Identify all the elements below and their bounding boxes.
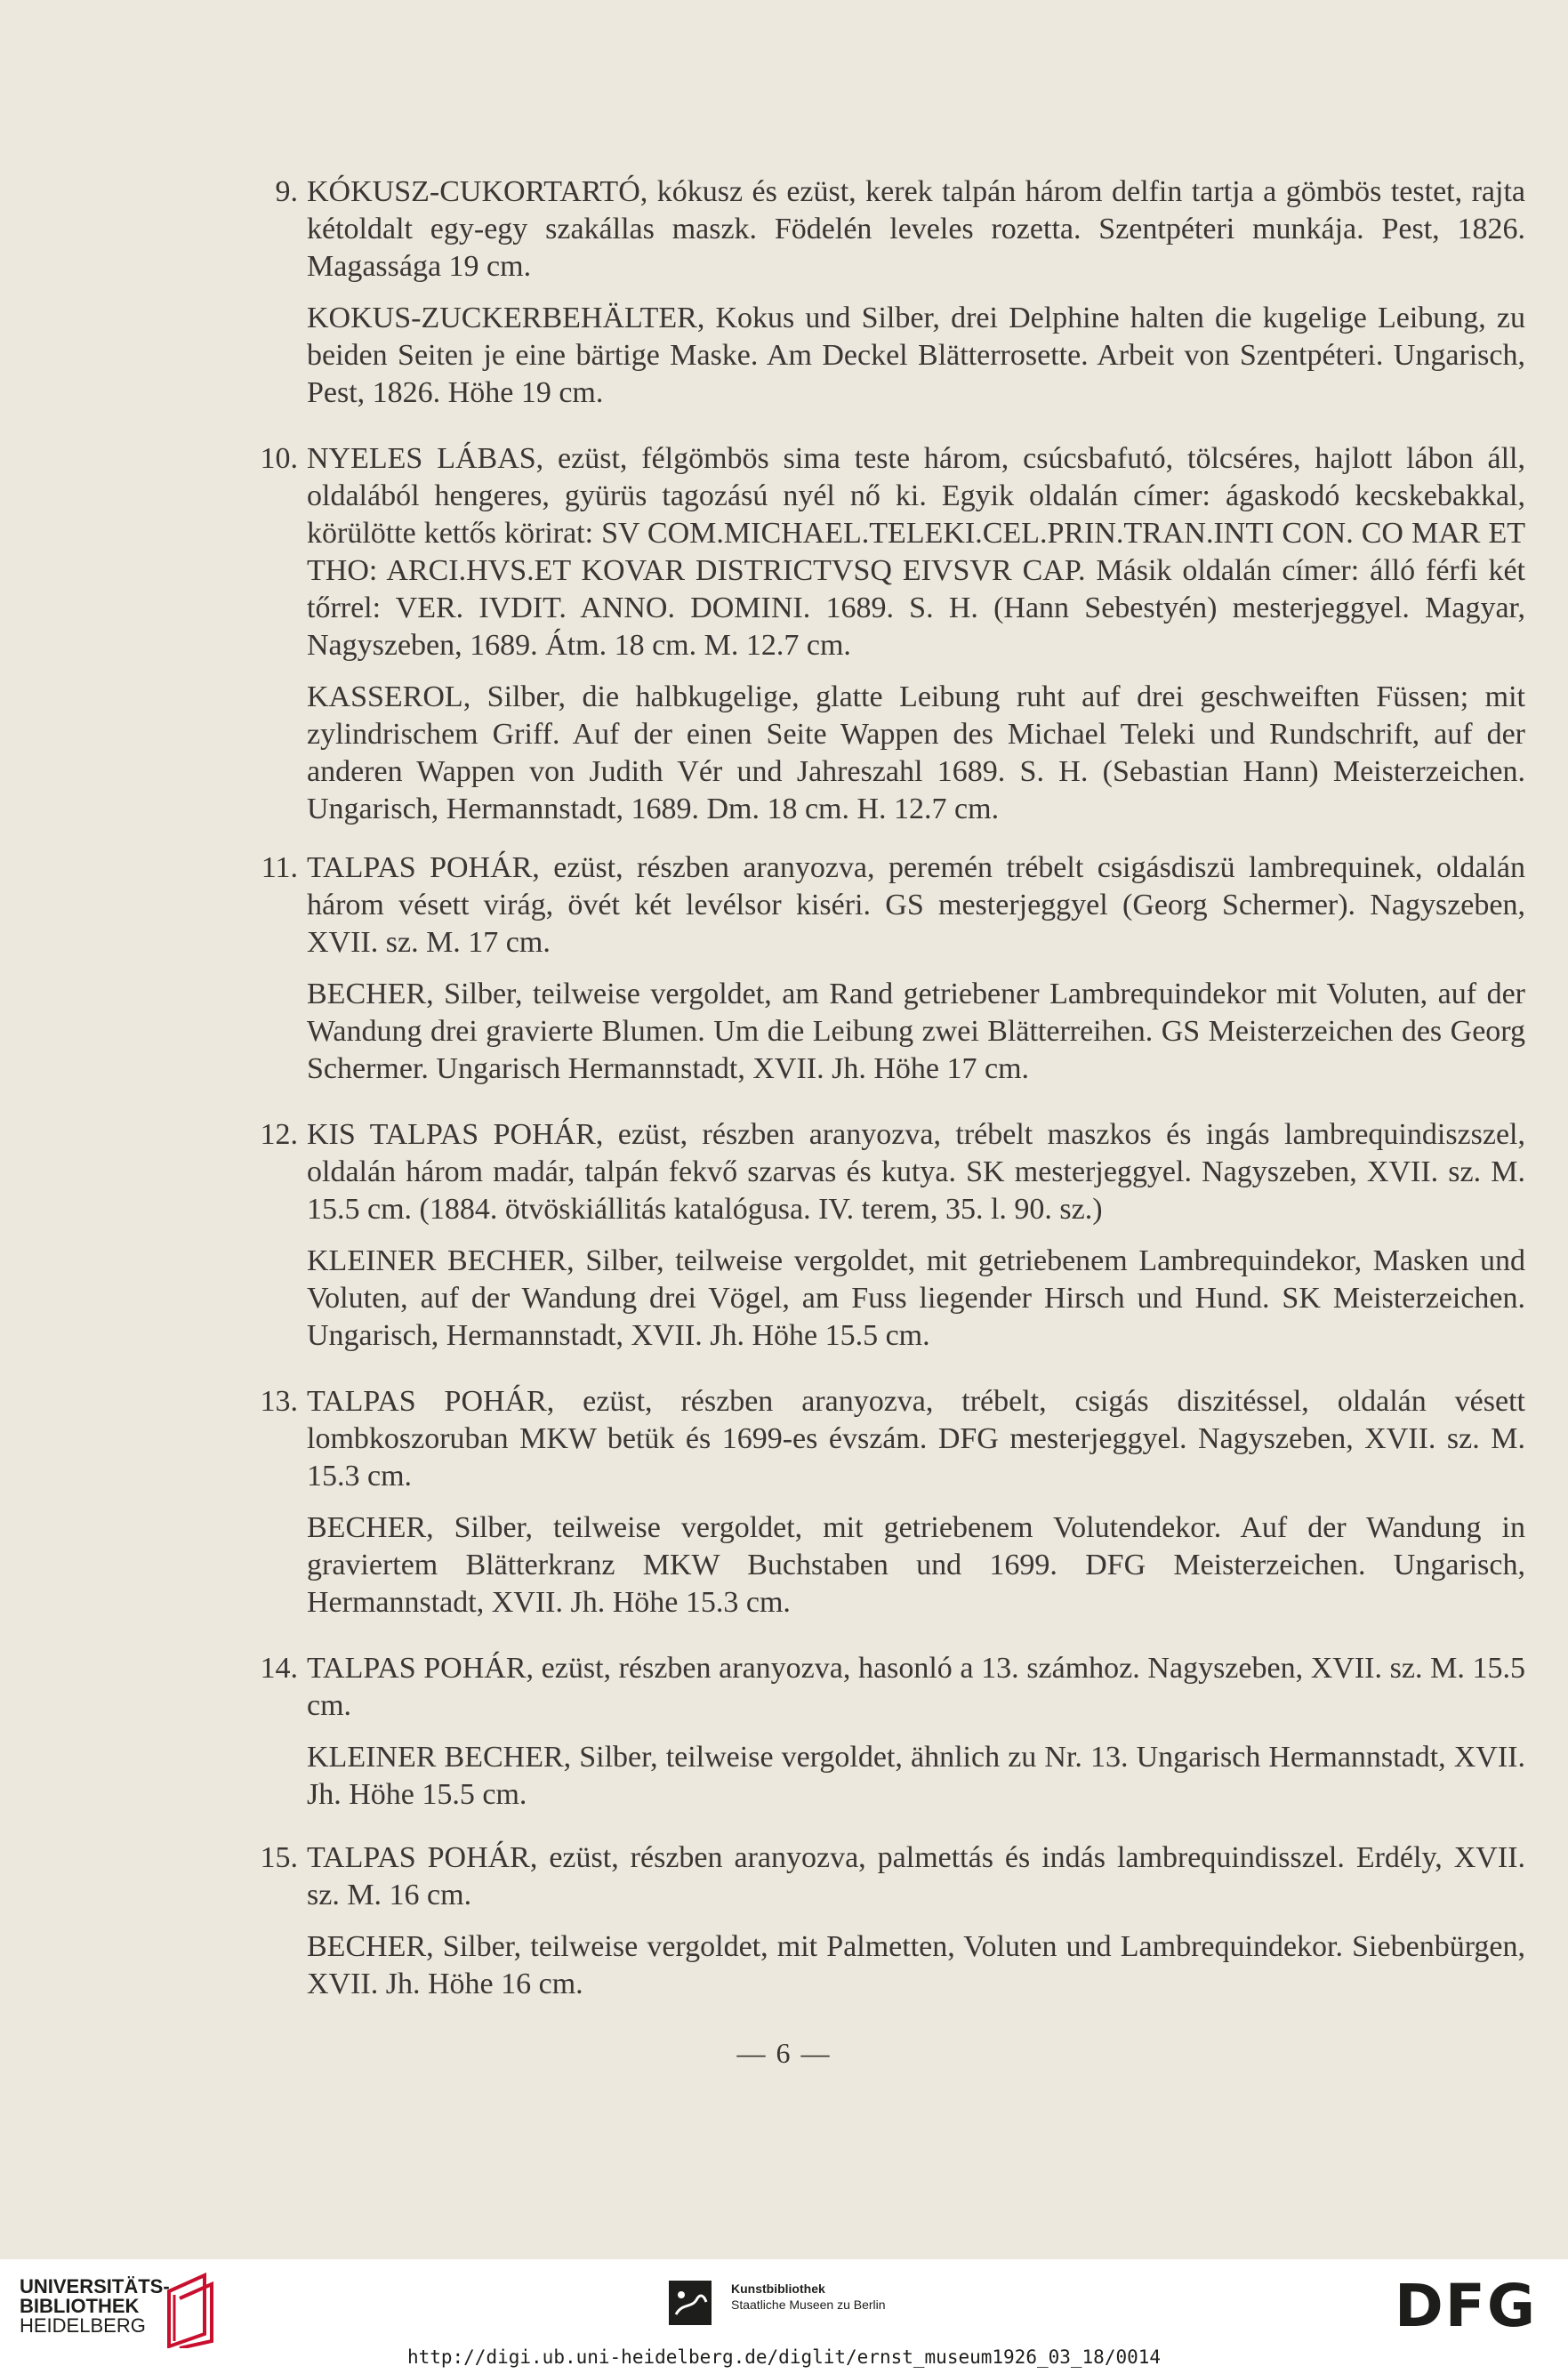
catalog-entry-9 bbox=[275, 173, 1525, 426]
university-library-logo-text: UNIVERSITÄTS- BIBLIOTHEK HEIDELBERG bbox=[20, 2275, 170, 2337]
entry-text-german: KLEINER BECHER, Silber, teilweise vergoldet, ähnlich zu Nr. 13. Ungarisch Hermannstadt, XVII. Jh. Höhe 15.5 cm. bbox=[307, 1741, 1525, 1811]
entry-text-hungarian: TALPAS POHÁR, ezüst, részben aranyozva, peremén trébelt csigásdiszü lambrequinek, oldalán három vésett virág, övét két levélsor kiséri. GS mesterjeggyel (Georg Schermer). Nagyszeben, XVII. sz. M. 17 cm. bbox=[307, 851, 1525, 959]
entry-text-hungarian: NYELES LÁBAS, ezüst, félgömbös sima teste három, csúcsbafutó, tölcséres, hajlott lábon áll, oldalából hengeres, gyürüs tagozású nyél nő ki. Egyik oldalán címer: ágaskodó kecskebakkal, körülötte kettős körirat: SV COM.MICHAEL.TELEKI.CEL.PRIN.TRAN.INTI CON. CO MAR ET THO: ARCI.HVS.ET KOVAR DISTRICTVSQ EIVSVR CAP. Másik oldalán címer: álló férfi két tőrrel: VER. IVDIT. ANNO. DOMINI. 1689. S. H. (Hann Sebestyén) mesterjeggyel. Magyar, Nagyszeben, 1689. Átm. 18 cm. M. 12.7 cm. bbox=[307, 442, 1525, 662]
catalog-entry-12 bbox=[260, 1116, 1525, 1369]
entry-number: 9. bbox=[275, 175, 298, 208]
entry-text-hungarian: KIS TALPAS POHÁR, ezüst, részben aranyozva, trébelt maszkos és ingás lambrequindiszszel, oldalán három madár, talpán fekvő szarvas és kutya. SK mesterjeggyel. Nagyszeben, XVII. sz. M. 15.5 cm. (1884. ötvöskiállitás katalógusa. IV. terem, 35. l. 90. sz.) bbox=[307, 1118, 1525, 1226]
kunstbibliothek-logo[interactable] bbox=[669, 2277, 953, 2330]
entry-number: 12. bbox=[260, 1118, 298, 1151]
catalog-entry-13 bbox=[260, 1383, 1525, 1636]
entry-text-german: KASSEROL, Silber, die halbkugelige, glatte Leibung ruht auf drei geschweiften Füssen; mit zylindrischem Griff. Auf der einen Seite Wappen des Michael Teleki und Rundschrift, auf der anderen Wappen von Judith Vér und Jahreszahl 1689. S. H. (Sebastian Hann) Meisterzeichen. Ungarisch, Hermannstadt, 1689. Dm. 18 cm. H. 12.7 cm. bbox=[307, 680, 1525, 825]
entry-text-hungarian: KÓKUSZ-CUKORTARTÓ, kókusz és ezüst, kerek talpán három delfin tartja a gömbös testet, rajta kétoldalt egy-egy szakállas maszk. Födelén leveles rozetta. Szentpéteri munkája. Pest, 1826. Magassága 19 cm. bbox=[307, 175, 1525, 283]
catalog-entry-14 bbox=[260, 1650, 1525, 1828]
entry-number: 13. bbox=[260, 1385, 298, 1418]
library-book-icon bbox=[162, 2272, 217, 2348]
kunstbibliothek-logo-text: Kunstbibliothek Staatliche Museen zu Berlin bbox=[731, 2281, 886, 2312]
entry-text-german: BECHER, Silber, teilweise vergoldet, am Rand getriebener Lambrequindekor mit Voluten, auf der Wandung drei gravierte Blumen. Um die Leibung zwei Blätterreihen. GS Meisterzeichen des Georg Schermer. Ungarisch Hermannstadt, XVII. Jh. Höhe 17 cm. bbox=[307, 978, 1525, 1085]
catalog-entry-10 bbox=[260, 440, 1525, 842]
entry-number: 10. bbox=[260, 442, 298, 475]
dfg-logo[interactable]: DFG bbox=[1395, 2272, 1538, 2340]
entry-text-hungarian: TALPAS POHÁR, ezüst, részben aranyozva, hasonló a 13. számhoz. Nagyszeben, XVII. sz. M. 15.5 cm. bbox=[307, 1652, 1525, 1722]
page-number: — 6 — bbox=[736, 2037, 832, 2069]
entry-number: 14. bbox=[260, 1652, 298, 1685]
permalink-url[interactable]: http://digi.ub.uni-heidelberg.de/diglit/ernst_museum1926_03_18/0014 bbox=[406, 2346, 1162, 2368]
footer-bar bbox=[0, 2259, 1568, 2374]
entry-text-german: KOKUS-ZUCKERBEHÄLTER, Kokus und Silber, drei Delphine halten die kugelige Leibung, zu beiden Seiten je eine bärtige Maske. Am Deckel Blätterrosette. Arbeit von Szentpéteri. Ungarisch, Pest, 1826. Höhe 19 cm. bbox=[307, 302, 1525, 409]
entry-text-german: BECHER, Silber, teilweise vergoldet, mit getriebenem Volutendekor. Auf der Wandung in graviertem Blätterkranz MKW Buchstaben und 1699. DFG Meisterzeichen. Ungarisch, Hermannstadt, XVII. Jh. Höhe 15.3 cm. bbox=[307, 1511, 1525, 1619]
entry-text-hungarian: TALPAS POHÁR, ezüst, részben aranyozva, trébelt, csigás diszitéssel, oldalán vésett lombkoszoruban MKW betük és 1699-es évszám. DFG mesterjeggyel. Nagyszeben, XVII. sz. M. 15.3 cm. bbox=[307, 1385, 1525, 1493]
catalog-entry-15 bbox=[260, 1839, 1525, 2017]
entry-text-hungarian: TALPAS POHÁR, ezüst, részben aranyozva, palmettás és indás lambrequindisszel. Erdély, XVII. sz. M. 16 cm. bbox=[307, 1841, 1525, 1911]
kunstbibliothek-emblem-icon bbox=[669, 2281, 712, 2325]
entry-text-german: BECHER, Silber, teilweise vergoldet, mit Palmetten, Voluten und Lambrequindekor. Siebenbürgen, XVII. Jh. Höhe 16 cm. bbox=[307, 1930, 1525, 2000]
catalog-entry-11 bbox=[261, 849, 1525, 1102]
entry-number: 15. bbox=[260, 1841, 298, 1874]
entry-number: 11. bbox=[261, 851, 298, 884]
entry-text-german: KLEINER BECHER, Silber, teilweise vergoldet, mit getriebenem Lambrequindekor, Masken und Voluten, auf der Wandung drei Vögel, am Fuss liegender Hirsch und Hund. SK Meisterzeichen. Ungarisch, Hermannstadt, XVII. Jh. Höhe 15.5 cm. bbox=[307, 1244, 1525, 1352]
